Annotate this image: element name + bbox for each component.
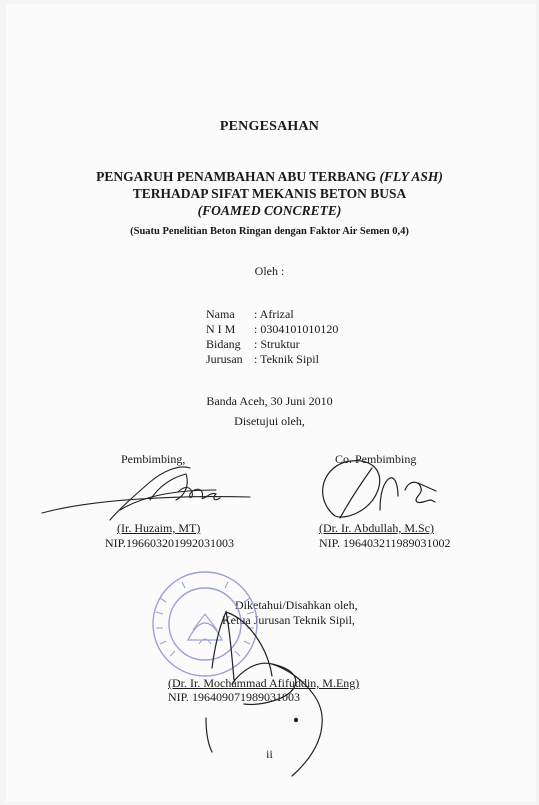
co-advisor-title: Co. Pembimbing — [335, 452, 417, 466]
thesis-subtitle: (Suatu Penelitian Beton Ringan dengan Faktor Air Semen 0,4) — [130, 226, 409, 237]
thesis-title-line-1-italic: (FLY ASH) — [379, 169, 443, 184]
thesis-title-line-2: TERHADAP SIFAT MEKANIS BETON BUSA — [132, 186, 407, 201]
head-nip: NIP. 196409071989031003 — [168, 690, 301, 704]
student-department-value: : Teknik Sipil — [254, 352, 319, 366]
student-name-label: Nama — [206, 307, 235, 321]
student-nim-value: : 0304101010120 — [254, 322, 339, 336]
head-signature — [206, 612, 322, 776]
student-department-label: Jurusan — [206, 352, 243, 366]
advisor-nip: NIP.196603201992031003 — [105, 536, 235, 550]
thesis-title-line-1-main: PENGARUH PENAMBAHAN ABU TERBANG — [96, 169, 380, 184]
co-advisor-name: (Dr. Ir. Abdullah, M.Sc) — [319, 521, 434, 535]
co-advisor-signature — [323, 461, 436, 518]
approved-by-label: Disetujui oleh, — [234, 414, 305, 428]
student-field-label: Bidang — [206, 337, 241, 351]
co-advisor-nip: NIP. 196403211989031002 — [319, 536, 451, 550]
advisor-signature — [42, 467, 250, 520]
student-name-value: : Afrizal — [254, 307, 294, 321]
thesis-title-line-3-italic: (FOAMED CONCRETE) — [197, 203, 342, 218]
advisor-name: (Ir. Huzaim, MT) — [117, 521, 201, 535]
student-field-value: : Struktur — [254, 337, 300, 351]
university-stamp — [153, 572, 257, 676]
acknowledged-line-1: Diketahui/Disahkan oleh, — [235, 598, 358, 612]
place-date: Banda Aceh, 30 Juni 2010 — [206, 394, 333, 408]
advisor-title: Pembimbing, — [121, 452, 186, 466]
page-heading: PENGESAHAN — [219, 119, 320, 134]
head-name: (Dr. Ir. Mochammad Afifuddin, M.Eng) — [168, 676, 360, 690]
acknowledged-line-2: Ketua Jurusan Teknik Sipil, — [222, 613, 355, 627]
page-number: ii — [266, 747, 273, 761]
student-nim-label: N I M — [206, 322, 236, 336]
by-label: Oleh : — [254, 264, 285, 278]
